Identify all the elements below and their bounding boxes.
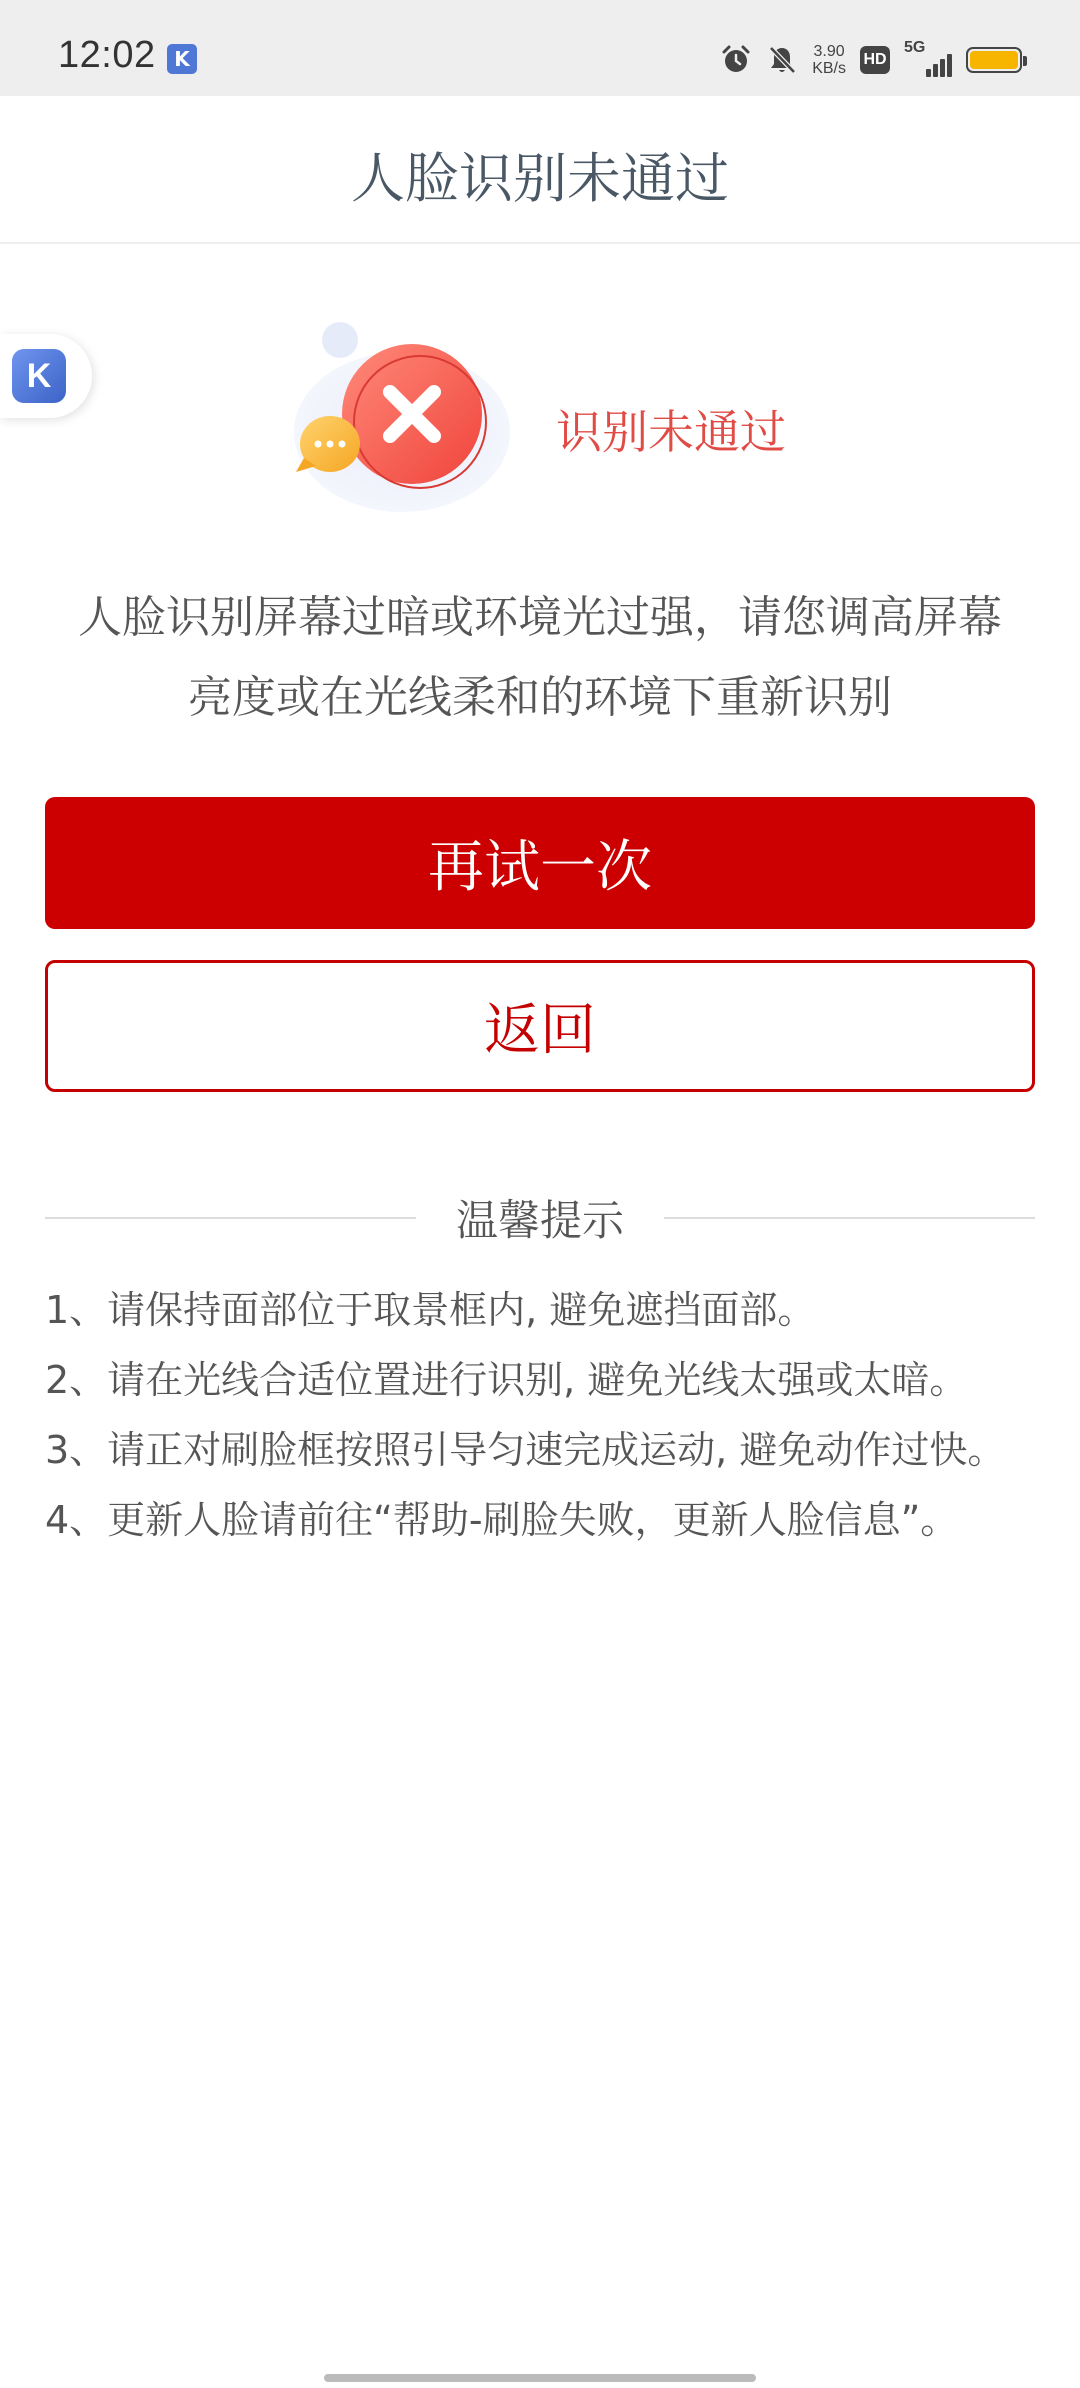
tip-item: 4、更新人脸请前往“帮助-刷脸失败，更新人脸信息”。 <box>45 1498 959 1542</box>
signal-icon <box>904 39 952 77</box>
network-speed <box>812 43 846 77</box>
divider-line-left <box>45 1217 416 1219</box>
result-status-text: 识别未通过 <box>556 405 786 459</box>
tips-list <box>45 1284 1035 1564</box>
failure-message-line-1: 人脸识别屏幕过暗或环境光过强，请您调高屏幕 <box>78 592 1002 643</box>
home-indicator[interactable] <box>324 2374 756 2382</box>
app-logo-icon: K <box>12 349 66 403</box>
alarm-icon <box>720 44 752 76</box>
error-x-icon <box>282 320 532 520</box>
bell-muted-icon <box>766 44 798 76</box>
hd-badge: HD <box>860 46 890 74</box>
failure-message <box>44 578 1036 738</box>
battery-icon <box>966 47 1022 73</box>
retry-button[interactable]: 再试一次 <box>45 797 1035 929</box>
status-time: 12:02 <box>58 34 156 76</box>
network-speed-unit: KB/s <box>812 60 846 77</box>
network-speed-value: 3.90 <box>813 43 845 60</box>
page-header <box>0 96 1080 244</box>
floating-assistant-button[interactable] <box>0 334 92 418</box>
status-bar <box>0 0 1080 96</box>
status-icons <box>720 36 1022 84</box>
app-notification-icon: K <box>167 44 197 74</box>
tips-header <box>45 1190 1035 1246</box>
tip-item: 3、请正对刷脸框按照引导匀速完成运动, 避免动作过快。 <box>45 1428 1006 1472</box>
failure-message-line-2: 亮度或在光线柔和的环境下重新识别 <box>188 672 892 723</box>
tip-item: 2、请在光线合适位置进行识别, 避免光线太强或太暗。 <box>45 1358 968 1402</box>
tips-title: 温馨提示 <box>456 1196 625 1245</box>
back-button[interactable]: 返回 <box>45 960 1035 1092</box>
tip-item: 1、请保持面部位于取景框内, 避免遮挡面部。 <box>45 1288 816 1332</box>
page-title: 人脸识别未通过 <box>351 147 729 210</box>
divider-line-right <box>664 1217 1035 1219</box>
network-type-label: 5G <box>904 39 926 56</box>
